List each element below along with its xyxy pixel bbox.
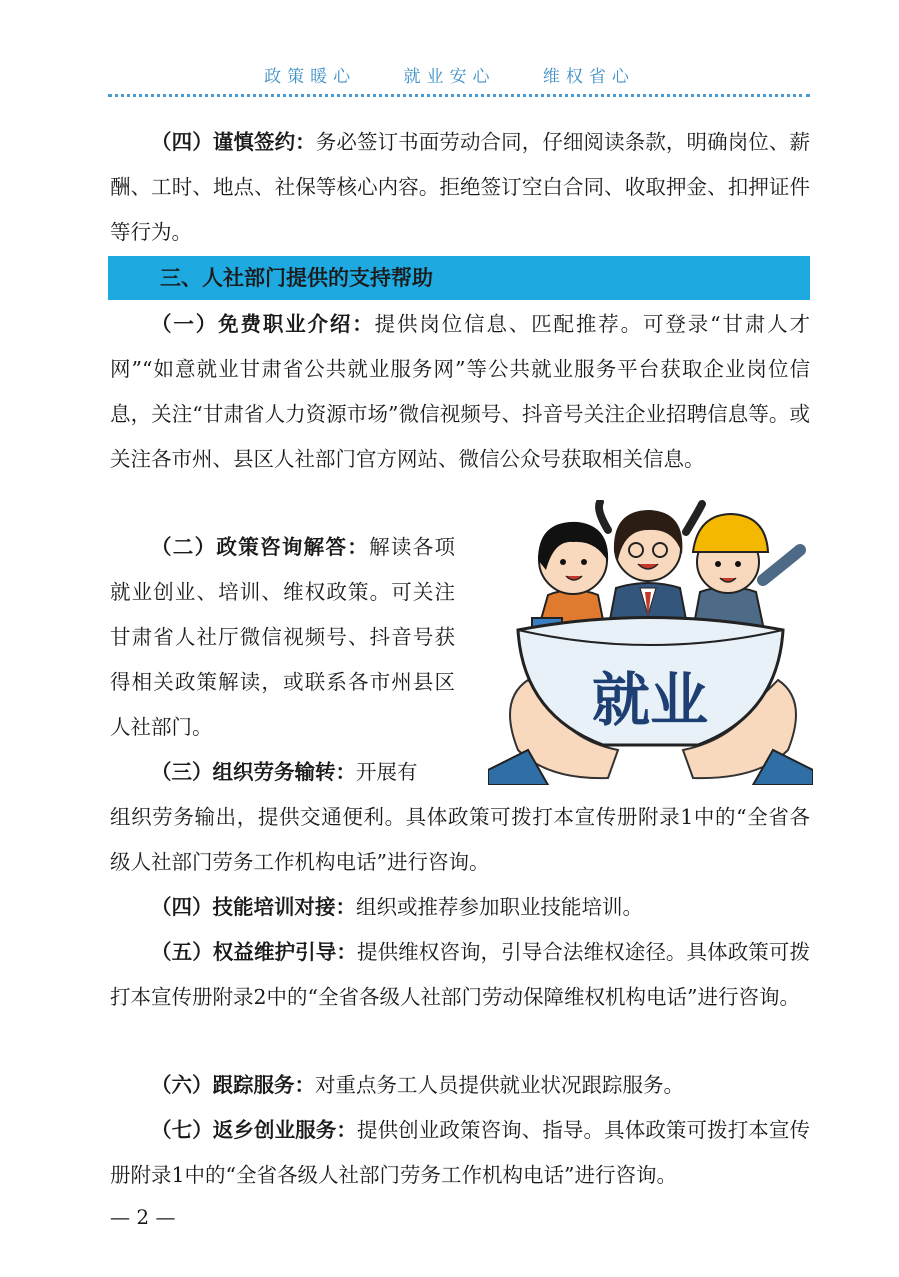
paragraph-text: 组织或推荐参加职业技能培训。 xyxy=(356,895,643,919)
paragraph-lead: （七）返乡创业服务： xyxy=(151,1118,357,1142)
person-left-eye xyxy=(581,559,587,565)
bowl-label: 就业 xyxy=(591,666,709,734)
section-heading-bar xyxy=(108,256,810,300)
person-left-eye xyxy=(560,559,566,565)
person-middle-arm xyxy=(686,504,702,532)
paragraph-return-entrepreneurship xyxy=(110,1108,810,1198)
paragraph-policy-consulting xyxy=(110,525,455,750)
hard-hat-icon xyxy=(693,514,768,552)
paragraph-lead: （五）权益维护引导： xyxy=(151,940,357,964)
paragraph-lead: （一）免费职业介绍： xyxy=(151,312,375,336)
header-item: 政策暖心 xyxy=(264,67,357,87)
paragraph-labor-transfer xyxy=(110,795,810,885)
person-right-eye xyxy=(715,561,721,567)
running-header xyxy=(0,62,899,87)
paragraph-text: 解读各项就业创业、培训、维权政策。可关注甘肃省人社厅微信视频号、抖音号获得相关政策解读，或联系各市州县区人社部门。 xyxy=(110,535,456,739)
paragraph-lead: （三）组织劳务输转： xyxy=(151,760,356,784)
employment-illustration xyxy=(488,500,813,785)
paragraph-rights-protection xyxy=(110,930,810,1020)
paragraph-job-referral xyxy=(110,302,810,482)
paragraph-text: 务必签订书面劳动合同，仔细阅读条款，明确岗位、薪酬、工时、地点、社保等核心内容。拒绝签订空白合同、收取押金、扣押证件等行为。 xyxy=(110,130,811,244)
header-item: 维权省心 xyxy=(542,67,635,87)
person-right-arm xyxy=(763,550,800,580)
paragraph-skills-training xyxy=(110,885,810,930)
paragraph-lead: （二）政策咨询解答： xyxy=(151,535,370,559)
paragraph-text: 提供创业政策咨询、指导。具体政策可拨打本宣传册附录1中的“全省各级人社部门劳务工作机构电话”进行咨询。 xyxy=(110,1118,810,1187)
person-middle-arm xyxy=(599,502,608,530)
paragraph-lead: （六）跟踪服务： xyxy=(151,1073,315,1097)
paragraph-text: 组织劳务输出，提供交通便利。具体政策可拨打本宣传册附录1中的“全省各级人社部门劳务工作机构电话”进行咨询。 xyxy=(110,805,810,874)
paragraph-lead: （四）技能培训对接： xyxy=(151,895,356,919)
person-right-eye xyxy=(735,561,741,567)
paragraph-text: 开展有 xyxy=(356,760,418,784)
paragraph-lead: （四）谨慎签约： xyxy=(151,130,316,154)
paragraph-text: 提供岗位信息、匹配推荐。可登录“甘肃人才网”“如意就业甘肃省公共就业服务网”等公共就业服务平台获取企业岗位信息，关注“甘肃省人力资源市场”微信视频号、抖音号关注企业招聘信息等。或关注各市州、县区人社部门官方网站、微信公众号获取相关信息。 xyxy=(110,312,811,471)
paragraph-text: 对重点务工人员提供就业状况跟踪服务。 xyxy=(315,1073,684,1097)
page-number: — 2 — xyxy=(110,1205,176,1229)
paragraph-careful-signing xyxy=(110,120,810,255)
header-divider xyxy=(108,94,810,97)
header-item: 就业安心 xyxy=(403,67,496,87)
section-title: 三、人社部门提供的支持帮助 xyxy=(160,266,433,290)
paragraph-labor-transfer-lead xyxy=(110,750,455,795)
paragraph-text: 提供维权咨询，引导合法维权途径。具体政策可拨打本宣传册附录2中的“全省各级人社部门劳动保障维权机构电话”进行咨询。 xyxy=(110,940,810,1009)
paragraph-follow-up xyxy=(110,1063,810,1108)
